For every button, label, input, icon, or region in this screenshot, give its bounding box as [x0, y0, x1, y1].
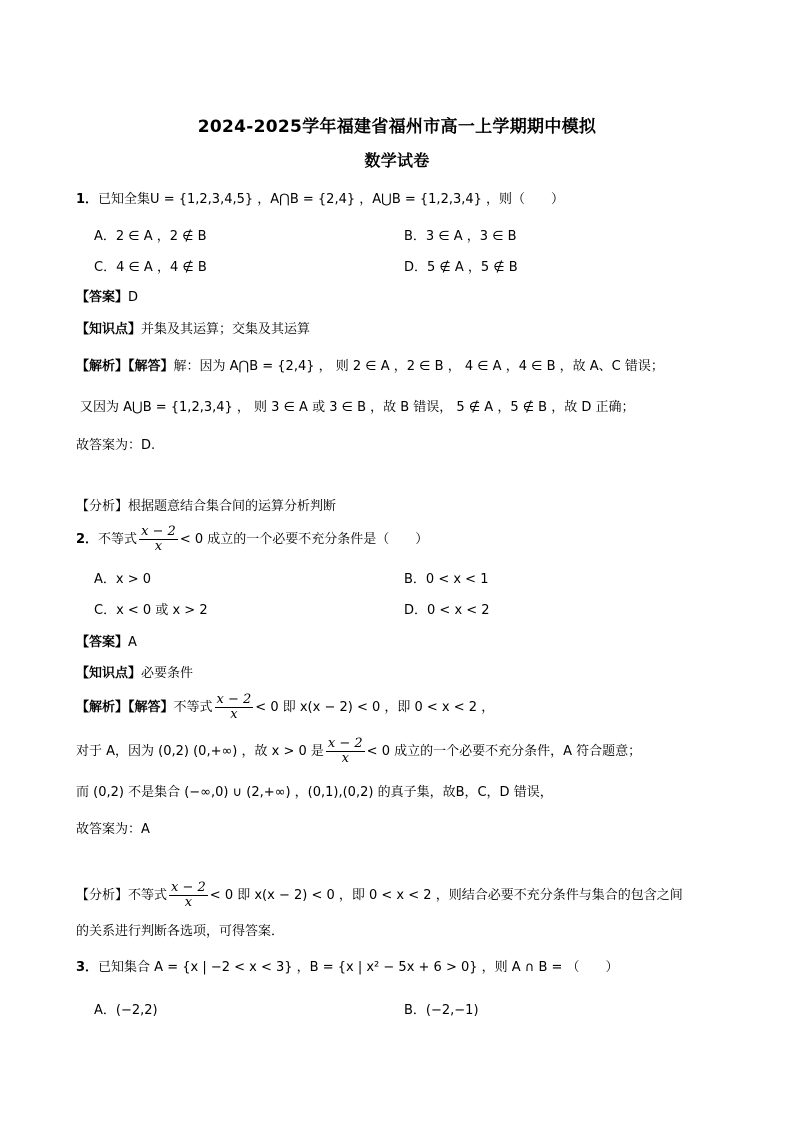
q1-text: 已知全集U = {1,2,3,4,5} ，A⋂B = {2,4} ，A⋃B = {1,2,3,4} ，则（ ）: [98, 192, 565, 207]
q3-option-b: B．(−2,−1): [404, 1003, 479, 1018]
q2-text-pre: 不等式: [98, 532, 138, 547]
q1-fenxi: 根据题意结合集合间的运算分析判断: [128, 499, 337, 514]
q2-fenxi-fraction-denominator: x: [184, 895, 193, 910]
q1-analysis-line-3: 故答案为：D.: [76, 438, 156, 453]
q2-option-d: D．0 < x < 2: [404, 603, 490, 618]
q2-answer: A: [128, 635, 137, 650]
q2-fenxi-pre: 不等式: [128, 888, 168, 903]
q2-fraction-numerator: x − 2: [141, 524, 176, 539]
q2-analysis-line-2: [76, 736, 641, 768]
q1-option-b: B．3 ∈ A ，3 ∈ B: [404, 229, 517, 244]
q1-knowledge: 并集及其运算；交集及其运算: [141, 322, 311, 337]
q3-stem: [76, 958, 619, 978]
q2-analysis-line-1: [76, 692, 494, 724]
q1-number: 1．: [76, 192, 99, 207]
q1-analysis-1: 解：因为 A⋂B = {2,4} ， 则 2 ∈ A ，2 ∈ B ， 4 ∈ A ，4 ∈ B ，故 A、C 错误；: [173, 359, 664, 374]
q1-knowledge-tag: 【知识点】: [76, 322, 142, 337]
q2-knowledge-line: [76, 664, 193, 684]
q1-analysis-line-2: 又因为 A⋃B = {1,2,3,4} ， 则 3 ∈ A 或 3 ∈ B ，故 B 错误， 5 ∉ A ，5 ∉ B ，故 D 正确；: [80, 400, 635, 415]
q2-option-a: A．x > 0: [94, 572, 152, 587]
q2-analysis-fraction-2-denominator: x: [341, 751, 349, 766]
q2-analysis-2-pre: 对于 A，因为 (0,2) (0,+∞) ，故 x > 0 是: [76, 744, 324, 759]
q2-analysis-fraction-1-denominator: x: [230, 707, 238, 722]
q2-fraction-denominator: x: [154, 539, 163, 554]
document-title: 2024-2025学年福建省福州市高一上学期期中模拟: [197, 117, 597, 137]
q1-analysis-tag: 【解析】【解答】: [76, 359, 174, 374]
q1-option-a: A．2 ∈ A ，2 ∉ B: [94, 229, 207, 244]
q2-analysis-fraction-1-numerator: x − 2: [216, 692, 252, 707]
q1-answer-line: [76, 288, 138, 308]
q2-analysis-line-3: 而 (0,2) 不是集合 (−∞,0) ∪ (2,+∞) ，(0,1),(0,2) 的真子集，故B，C，D 错误，: [76, 785, 553, 800]
q2-fenxi-post: < 0 即 x(x − 2) < 0 ，即 0 < x < 2 ，则结合必要不充分条件与集合的包含之间: [209, 888, 683, 903]
q2-analysis-1-post: < 0 即 x(x − 2) < 0 ，即 0 < x < 2 ，: [255, 700, 495, 715]
q3-option-a: A．(−2,2): [94, 1003, 158, 1018]
q2-knowledge-tag: 【知识点】: [76, 666, 142, 681]
q2-answer-line: [76, 633, 137, 653]
document-subtitle: 数学试卷: [364, 151, 430, 170]
q2-fenxi-tag: 【分析】: [76, 888, 129, 903]
q2-answer-tag: 【答案】: [76, 635, 129, 650]
q2-fenxi-line: [76, 880, 683, 912]
q2-option-c: C．x < 0 或 x > 2: [94, 603, 208, 618]
q2-analysis-tag: 【解析】【解答】: [76, 700, 174, 715]
q3-number: 3．: [76, 960, 99, 975]
q2-text-post: < 0 成立的一个必要不充分条件是（ ）: [179, 532, 429, 547]
q2-analysis-2-post: < 0 成立的一个必要不充分条件，A 符合题意；: [366, 744, 642, 759]
q2-stem: [76, 524, 428, 556]
q1-knowledge-line: [76, 320, 310, 340]
q1-answer: D: [128, 290, 139, 305]
q1-answer-tag: 【答案】: [76, 290, 129, 305]
q2-fenxi-fraction-numerator: x − 2: [171, 880, 206, 895]
q1-analysis-line-1: [76, 357, 664, 377]
q2-analysis-fraction-2: [326, 737, 365, 766]
q1-option-c: C．4 ∈ A ，4 ∉ B: [94, 260, 207, 275]
q2-option-b: B．0 < x < 1: [404, 572, 489, 587]
q2-analysis-line-4: 故答案为：A: [76, 822, 150, 837]
q1-option-d: D．5 ∉ A ，5 ∉ B: [404, 260, 518, 275]
q2-analysis-fraction-1: [215, 693, 254, 722]
q2-analysis-fraction-2-numerator: x − 2: [327, 736, 363, 751]
q1-fenxi-line: [76, 497, 336, 517]
q2-fraction: [139, 525, 178, 554]
q1-stem: [76, 190, 564, 210]
q2-number: 2．: [76, 532, 99, 547]
q2-fenxi-fraction: [169, 881, 208, 910]
q1-fenxi-tag: 【分析】: [76, 499, 129, 514]
q2-knowledge: 必要条件: [141, 666, 194, 681]
q2-fenxi-line-2: 的关系进行判断各选项，可得答案．: [76, 924, 285, 939]
q2-analysis-1-pre: 不等式: [173, 700, 213, 715]
q3-text: 已知集合 A = {x | −2 < x < 3} ，B = {x | x² − 5x + 6 > 0} ，则 A ∩ B = （ ）: [98, 960, 619, 975]
